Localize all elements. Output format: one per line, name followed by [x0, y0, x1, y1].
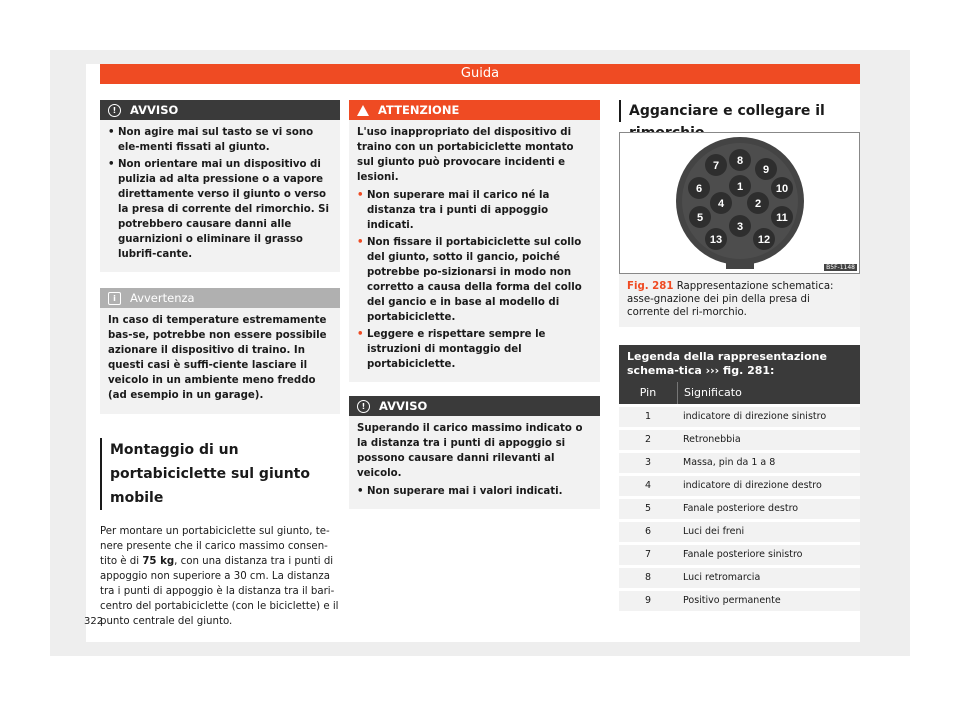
list-item: • Non superare mai il carico né la distanza tra i punti di appoggio indicati. [357, 190, 550, 231]
meaning-cell: indicatore di direzione destro [683, 480, 822, 491]
column-left [100, 100, 340, 629]
attenzione-intro: L'uso inappropriato del dispositivo di traino con un portabiciclette montato sul giunto può provocare incidenti e lesioni. [357, 127, 574, 183]
info-icon: i [108, 292, 121, 305]
pin-label: 13 [709, 234, 723, 246]
meaning-cell: Retronebbia [683, 434, 741, 445]
connector-figure [619, 132, 860, 274]
pin-label: 2 [754, 198, 762, 210]
meaning-cell: Fanale posteriore sinistro [683, 549, 803, 560]
table-row [619, 522, 860, 542]
attenzione-box [349, 100, 600, 382]
meaning-cell: Massa, pin da 1 a 8 [683, 457, 776, 468]
pin-label: 4 [717, 198, 725, 210]
info-icon: ! [357, 400, 370, 413]
avviso-box [100, 100, 340, 272]
pin-label: 3 [736, 221, 744, 233]
table-row [619, 568, 860, 588]
avviso-body [100, 120, 340, 272]
table-row [619, 545, 860, 565]
pin-cell: 2 [644, 434, 652, 445]
table-row [619, 499, 860, 519]
pin-label: 5 [696, 212, 704, 224]
attenzione-header [349, 100, 600, 120]
section-title: Agganciare e collegare il [619, 100, 860, 122]
table-row [619, 591, 860, 611]
pin-label: 12 [757, 234, 771, 246]
socket-diagram [620, 133, 859, 273]
meaning-cell: Luci retromarcia [683, 572, 761, 583]
column-right [619, 100, 860, 611]
pin-label: 1 [736, 181, 744, 193]
table-row [619, 430, 860, 450]
pin-label: 6 [695, 183, 703, 195]
avviso-header [100, 100, 340, 120]
avvertenza-title: Avvertenza [130, 291, 195, 305]
info-icon: ! [108, 104, 121, 117]
pin-cell: 6 [644, 526, 652, 537]
avviso-header [349, 396, 600, 416]
pin-cell: 1 [644, 411, 652, 422]
avviso-title: AVVISO [379, 399, 428, 413]
avviso-body [349, 416, 600, 509]
column-header-pin: Pin [639, 386, 657, 399]
avviso-intro: Superando il carico massimo indicato o la distanza tra i punti di appoggio si possono causare danni rilevanti al veicolo. [357, 423, 583, 479]
pin-cell: 8 [644, 572, 652, 583]
meaning-cell: Fanale posteriore destro [683, 503, 799, 514]
pin-cell: 3 [644, 457, 652, 468]
chapter-header: Guida [100, 64, 860, 84]
body-paragraph: Per montare un portabiciclette sul giunto, te-nere presente che il carico massimo consen-tito è di 75 kg, con una distanza tra i punti di appoggio non superiore a 30 cm. La distanza tra i punti di appoggio è la distanza tra il bari-centro del portabiciclette (con le biciclette) e il punto centrale del giunto. [100, 526, 339, 627]
pin-label: 7 [712, 160, 720, 172]
table-row [619, 407, 860, 427]
avviso-title: AVVISO [130, 103, 179, 117]
figure-label: Fig. 281 [627, 281, 674, 292]
legend-title: Legenda della rappresentazione schema-tica ››› fig. 281: [619, 345, 860, 382]
list-item: • Non orientare mai un dispositivo di pulizia ad alta pressione o a vapore direttamente verso il giunto o verso la presa di corrente del rimorchio. Si potrebbero causare danni alle guarnizioni o eliminare il grasso lubrifi-cante. [108, 159, 329, 260]
avvertenza-text: In caso di temperature estremamente bas-se, potrebbe non essere possibile azionare il dispositivo di traino. In questi casi è suffi-ciente lasciare il veicolo in un ambiente meno freddo (ad esempio in un garage). [108, 315, 327, 401]
pin-cell: 5 [644, 503, 652, 514]
meaning-cell: Luci dei freni [683, 526, 745, 537]
warning-icon [357, 105, 369, 116]
column-middle [349, 100, 600, 523]
list-item: • Non fissare il portabiciclette sul collo del giunto, sotto il gancio, poiché potrebbe po-sizionarsi in modo non corretto a causa della forma del collo del gancio e in base al modello di portabiciclette. [357, 237, 582, 323]
list-item: • Non agire mai sul tasto se vi sono ele-menti fissati al giunto. [108, 127, 314, 153]
section-title: Montaggio di un portabiciclette sul giunto mobile [100, 438, 340, 510]
legend-table [619, 345, 860, 611]
pin-cell: 4 [644, 480, 652, 491]
attenzione-title: ATTENZIONE [378, 103, 460, 117]
pin-cell: 9 [644, 595, 652, 606]
avvertenza-header [100, 288, 340, 308]
pin-label: 11 [776, 212, 788, 224]
figure-code: B5F-1148 [826, 264, 855, 271]
page-number: 322 [84, 616, 104, 627]
figure-caption [619, 274, 860, 327]
avvertenza-box [100, 288, 340, 414]
table-row [619, 476, 860, 496]
caption-text: Rappresentazione schematica: asse-gnazione dei pin della presa di corrente del ri-morchio. [627, 281, 834, 318]
legend-rows [619, 407, 860, 611]
avvertenza-body [100, 308, 340, 414]
legend-columns [619, 382, 860, 404]
list-item: • Leggere e rispettare sempre le istruzioni di montaggio del portabiciclette. [357, 329, 546, 370]
column-header-meaning: Significato [677, 382, 860, 404]
pin-label: 9 [762, 164, 770, 176]
meaning-cell: indicatore di direzione sinistro [683, 411, 827, 422]
list-item: • Non superare mai i valori indicati. [357, 486, 563, 497]
avviso-box-2 [349, 396, 600, 509]
attenzione-body [349, 120, 600, 382]
pin-cell: 7 [644, 549, 652, 560]
pin-label: 8 [736, 155, 744, 167]
table-row [619, 453, 860, 473]
meaning-cell: Positivo permanente [683, 595, 781, 606]
pin-label: 10 [775, 183, 789, 195]
